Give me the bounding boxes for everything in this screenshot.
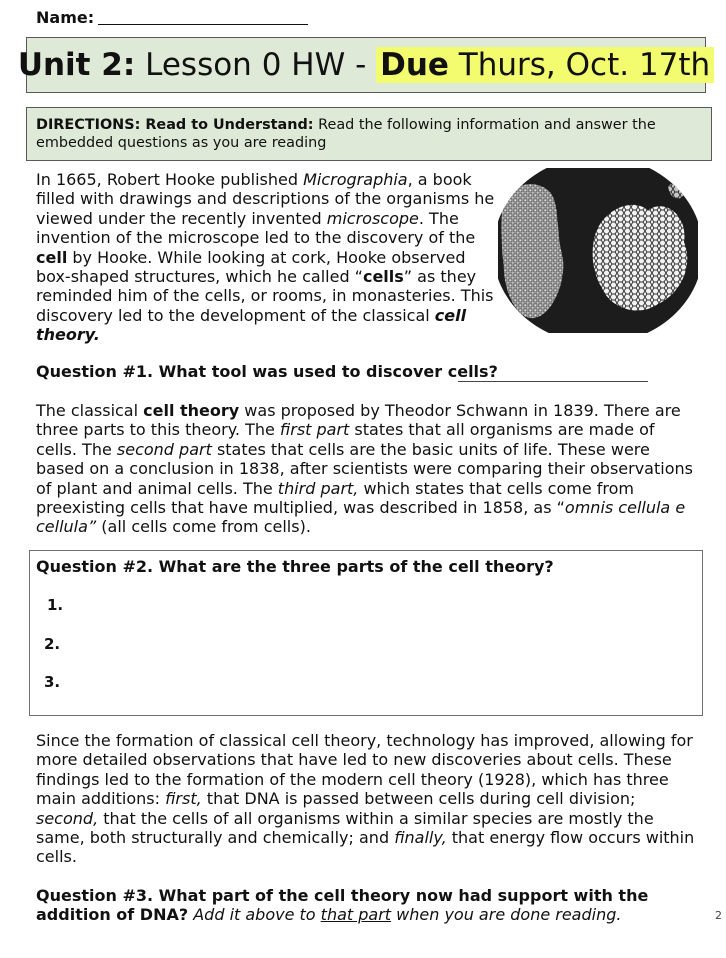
microscope-term: microscope <box>326 208 419 228</box>
question-2-answer-list <box>36 595 696 711</box>
modern-text-4: that energy flow occurs within cells. <box>36 828 695 867</box>
theory-text-2: was proposed by Theodor Schwann in 1839. There are three parts to this theory. The <box>36 401 681 440</box>
intro-text-2: , a book filled with drawings and descriptions of the organisms he viewed under the recently invented <box>36 170 495 228</box>
cell-theory-term: cell theory. <box>36 305 467 345</box>
title-lesson: Lesson 0 HW - <box>135 47 377 83</box>
cell-theory-paragraph <box>36 401 696 537</box>
intro-paragraph <box>36 170 498 345</box>
title-due: Due <box>380 47 449 83</box>
question-3 <box>36 886 702 925</box>
title-date: Thurs, Oct. 17th <box>448 47 711 83</box>
directions-box <box>26 107 712 161</box>
theory-text-1: The classical <box>36 401 144 420</box>
answer-item-3[interactable]: 3. <box>44 673 61 691</box>
question-3-instruction-1: Add it above to <box>188 905 321 925</box>
answer-item-1[interactable]: 1. <box>47 596 64 614</box>
modern-text-2: that DNA is passed between cells during cell division; <box>201 789 636 809</box>
intro-text-1: In 1665, Robert Hooke published <box>36 170 304 189</box>
modern-text-1: Since the formation of classical cell theory, technology has improved, allowing for more detailed observations that have led to new discoveries about cells. These findings led to the formation of the modern cell theory (1928), which has three main additions: <box>36 731 693 809</box>
question-1: Question #1. What tool was used to discover cells? <box>36 362 498 381</box>
directions-label: DIRECTIONS: Read to Understand: <box>36 117 314 133</box>
page-number: 2 <box>715 909 722 922</box>
first-term: first, <box>165 789 202 809</box>
title-unit: Unit 2: <box>17 47 136 83</box>
directions-text: Read the following information and answer the embedded questions as you are reading <box>36 117 656 151</box>
micrographia-term: Micrographia <box>303 170 408 189</box>
question-3-underlined: that part <box>320 905 392 925</box>
theory-text-6: (all cells come from cells). <box>96 517 311 537</box>
question-2: Question #2. What are the three parts of the cell theory? <box>36 557 554 576</box>
omnis-cellula-term: omnis cellula e cellula” <box>36 498 686 537</box>
theory-text-3: states that all organisms are made of cells. The <box>36 420 655 459</box>
intro-text-5: ” as they reminded him of the cells, or rooms, in monasteries. This discovery led to the development of the classical <box>36 267 494 325</box>
second-part-term: second part <box>116 439 212 459</box>
modern-text-3: that the cells of all organisms within a similar species are mostly the same, both structurally and chemically; and <box>36 808 654 848</box>
question-3-text: Question #3. What part of the cell theory now had support with the addition of DNA? <box>36 886 649 925</box>
answer-item-2[interactable]: 2. <box>44 634 61 653</box>
first-part-term: first part <box>279 420 350 440</box>
name-label: Name: <box>36 8 95 27</box>
intro-text-4: by Hooke. While looking at cork, Hooke observed box-shaped structures, which he called “ <box>36 247 466 287</box>
finally-term: finally, <box>394 828 447 848</box>
cork-cells-image <box>498 168 698 333</box>
second-term: second, <box>36 808 99 828</box>
cell-term: cell <box>36 247 68 267</box>
name-blank[interactable] <box>98 10 308 25</box>
cells-term: cells <box>362 267 404 287</box>
intro-text-3: . The invention of the microscope led to the discovery of the <box>36 208 476 248</box>
name-field <box>36 8 308 27</box>
third-part-term: third part, <box>277 478 359 498</box>
question-2-box <box>29 550 703 716</box>
question-1-answer-line[interactable] <box>458 381 648 382</box>
question-3-instruction-2: when you are done reading. <box>391 905 622 925</box>
cell-theory-bold: cell theory <box>143 401 240 420</box>
modern-theory-paragraph <box>36 731 696 867</box>
theory-text-5: which states that cells come from preexisting cells that have multiplied, was described in 1858, as “ <box>36 478 634 518</box>
theory-text-4: states that cells are the basic units of life. These were based on a conclusion in 1838, after scientists were comparing their observations of plant and animal cells. The <box>36 439 693 498</box>
title-banner <box>17 37 711 93</box>
title-due-highlight <box>376 47 714 83</box>
